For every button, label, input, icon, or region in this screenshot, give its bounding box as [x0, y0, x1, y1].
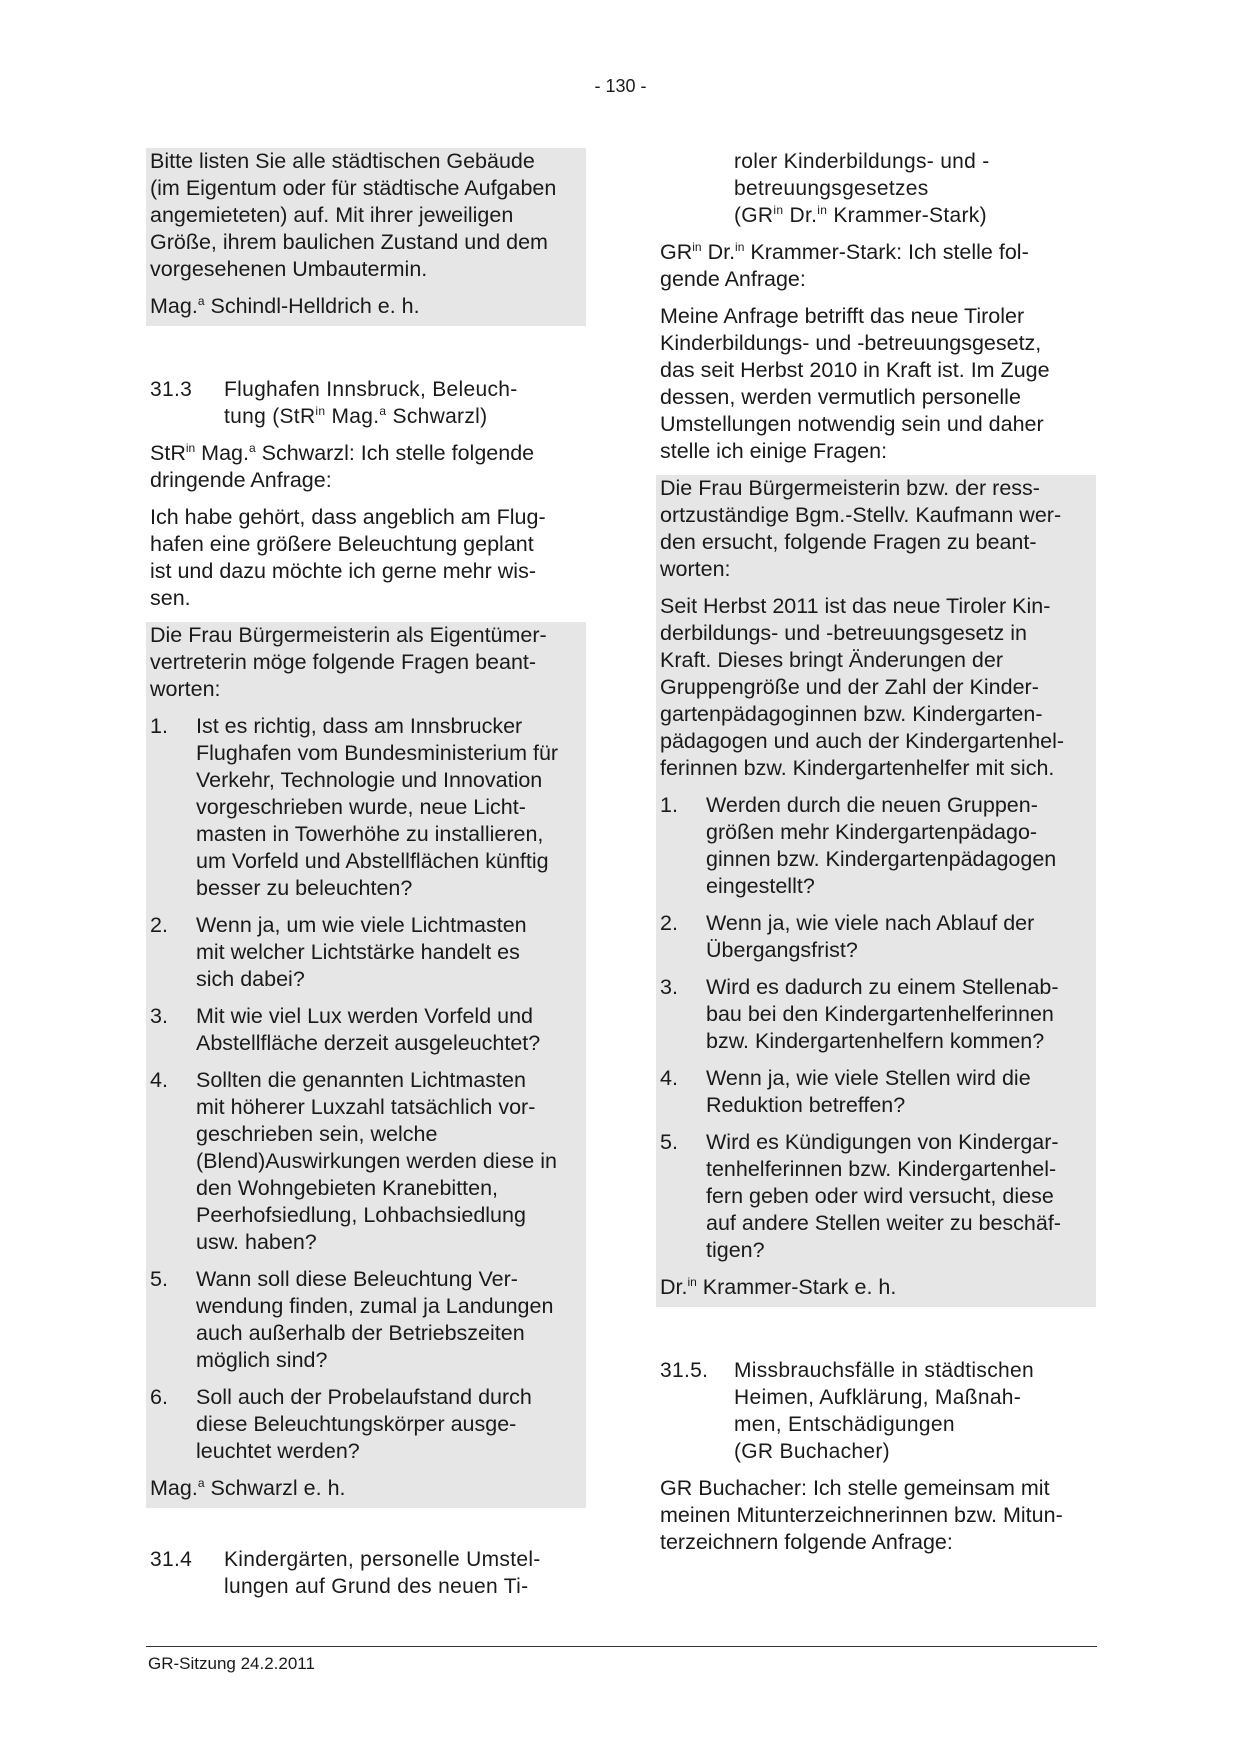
- footer-text: GR-Sitzung 24.2.2011: [148, 1654, 315, 1673]
- section-31-4-heading: 31.4 Kindergärten, personelle Umstel- lungen auf Grund des neuen Ti-: [146, 1546, 586, 1600]
- list-item: 3. Wird es dadurch zu einem Stellenab- bau bei den Kindergartenhelferinnen bzw. Kindergartenhelfern kommen?: [660, 975, 1059, 1053]
- prev-question-text: Bitte listen Sie alle städtischen Gebäude (im Eigentum oder für städtische Aufgaben angemieteten) auf. Mit ihrer jeweiligen Größe, ihrem baulichen Zustand und dem vorgesehenen Umbautermin.: [150, 149, 557, 281]
- section-31-4-title: Kindergärten, personelle Umstel- lungen auf Grund des neuen Ti-: [224, 1548, 541, 1598]
- section-31-4-signature: Dr.$^{in}$ Krammer-Stark e. h.: [660, 1274, 897, 1299]
- list-item: 2. Wenn ja, um wie viele Lichtmasten mit welcher Lichtstärke handelt es sich dabei?: [150, 913, 527, 991]
- list-item: 3. Mit wie viel Lux werden Vorfeld und Abstellfläche derzeit ausgeleuchtet?: [150, 1004, 541, 1055]
- left-column: [146, 148, 586, 1610]
- section-31-3-signature: Mag.$^a$ Schwarzl e. h.: [150, 1475, 346, 1500]
- list-item: 2. Wenn ja, wie viele nach Ablauf der Übergangsfrist?: [660, 911, 1035, 962]
- section-31-5-intro: GR Buchacher: Ich stelle gemeinsam mit meinen Mitunterzeichnerinnen bzw. Mitun- terzeichnern folgende Anfrage:: [660, 1476, 1063, 1554]
- section-31-5-heading: 31.5. Missbrauchsfälle in städtischen Heimen, Aufklärung, Maßnah- men, Entschädigungen (GR Buchacher): [656, 1357, 1096, 1465]
- section-31-4-request: Die Frau Bürgermeisterin bzw. der ress- ortzuständige Bgm.-Stellv. Kaufmann wer- den ersucht, folgende Fragen zu beant- worten:: [660, 476, 1062, 581]
- section-31-3-heading: 31.3 Flughafen Innsbruck, Beleuch- tung (StR$^{in}$ Mag.$^a$ Schwarzl): [146, 376, 586, 430]
- list-item: 5. Wann soll diese Beleuchtung Ver- wendung finden, zumal ja Landungen auch außerhalb der Betriebszeiten möglich sind?: [150, 1267, 554, 1372]
- section-31-3-paragraph: Ich habe gehört, dass angeblich am Flug- hafen eine größere Beleuchtung geplant ist und dazu möchte ich gerne mehr wis- sen.: [150, 505, 546, 610]
- section-31-4-intro: $GR^{in}$ Dr.$^{in}$ Krammer-Stark: Ich stelle fol- gende Anfrage:: [660, 239, 1029, 291]
- section-31-4-request-box: [656, 475, 1096, 1307]
- list-item: 6. Soll auch der Probelaufstand durch diese Beleuchtungskörper ausge- leuchtet werden?: [150, 1385, 532, 1463]
- right-column: [656, 148, 1096, 1566]
- section-31-3-title: Flughafen Innsbruck, Beleuch- tung (StR$^{in}$ Mag.$^a$ Schwarzl): [224, 378, 518, 428]
- section-31-3-request-box: [146, 622, 586, 1508]
- section-31-4-paragraph: Meine Anfrage betrifft das neue Tiroler Kinderbildungs- und -betreuungsgesetz, das seit Herbst 2010 in Kraft ist. Im Zuge dessen, werden vermutlich personelle Umstellungen notwendig sein und daher stelle ich einige Fragen:: [660, 304, 1050, 463]
- section-31-3-intro: StR$^{in}$ Mag.$^a$ Schwarzl: Ich stelle folgende dringende Anfrage:: [150, 440, 535, 492]
- prev-question-box: [146, 148, 586, 326]
- section-31-4-title-continued: roler Kinderbildungs- und - betreuungsgesetzes ($GR^{in}$ Dr.$^{in}$ Krammer-Stark): [734, 150, 990, 227]
- section-31-5-title: Missbrauchsfälle in städtischen Heimen, Aufklärung, Maßnah- men, Entschädigungen (GR Buchacher): [734, 1359, 1034, 1463]
- page-number: - 130 -: [594, 76, 647, 96]
- list-item: 4. Wenn ja, wie viele Stellen wird die Reduktion betreffen?: [660, 1066, 1031, 1117]
- list-item: 1. Ist es richtig, dass am Innsbrucker Flughafen vom Bundesministerium für Verkehr, Technologie und Innovation vorgeschrieben wurde, neue Licht- masten in Towerhöhe zu installieren, um Vorfeld und Abstellflächen künftig besser zu beleuchten?: [150, 714, 559, 900]
- section-31-3-request: Die Frau Bürgermeisterin als Eigentümer- vertreterin möge folgende Fragen beant- worten:: [150, 623, 547, 701]
- list-item: 1. Werden durch die neuen Gruppen- größen mehr Kindergartenpädago- ginnen bzw. Kindergartenpädagogen eingestellt?: [660, 793, 1057, 898]
- footer-divider: [146, 1646, 1097, 1647]
- prev-signature: Mag.$^a$ Schindl-Helldrich e. h.: [150, 293, 420, 318]
- list-item: 5. Wird es Kündigungen von Kindergar- tenhelferinnen bzw. Kindergartenhel- fern geben oder wird versucht, diese auf andere Stellen weiter zu beschäf- tigen?: [660, 1130, 1061, 1262]
- list-item: 4. Sollten die genannten Lichtmasten mit höherer Luxzahl tatsächlich vor- geschrieben sein, welche (Blend)Auswirkungen werden diese in den Wohngebieten Kranebitten, Peerhofsiedlung, Lohbachsiedlung usw. haben?: [150, 1068, 557, 1254]
- section-31-4-context: Seit Herbst 2011 ist das neue Tiroler Kin- derbildungs- und -betreuungsgesetz in Kraft. Dieses bringt Änderungen der Gruppengröße und der Zahl der Kinder- gartenpädagoginnen bzw. Kindergarten- pädagogen und auch der Kindergartenhel- ferinnen bzw. Kindergartenhelfer mit sich.: [660, 594, 1065, 780]
